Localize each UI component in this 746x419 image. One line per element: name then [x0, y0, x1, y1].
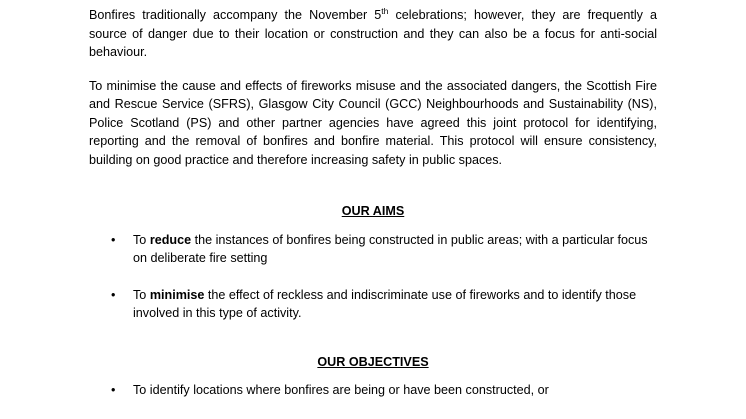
list-item — [89, 231, 657, 268]
list-our-aims — [89, 231, 657, 323]
ordinal-suffix: th — [381, 5, 389, 16]
heading-spacer — [89, 221, 657, 231]
list-item — [89, 381, 657, 400]
bullet-icon: • — [111, 287, 116, 302]
list-item — [89, 286, 657, 323]
section-spacer — [89, 323, 657, 353]
bullet-icon: • — [111, 232, 116, 247]
list-item-segment: the instances of bonfires being constructed in public areas; with a particular focus on deliberate fire setting — [133, 232, 648, 265]
bullet-icon: • — [111, 383, 116, 397]
paragraph-intro-bonfires — [89, 6, 657, 62]
heading-our-objectives: OUR OBJECTIVES — [317, 354, 429, 369]
list-item-emphasis: minimise — [149, 287, 205, 302]
document-body — [89, 6, 657, 400]
heading-our-aims: OUR AIMS — [341, 204, 405, 218]
paragraph-protocol-agreement — [89, 77, 657, 170]
list-item-segment: the effect of reckless and indiscriminate use of fireworks and to identify those involved in this type of activity. — [133, 287, 637, 320]
paragraph-segment: To minimise the cause and effects of fireworks misuse and the associated dangers, the Scottish Fire and Rescue Service (SFRS), Glasgow City Council (GCC) Neighbourhoods and Sustainability (NS), Police Scotland (PS) and other partner agencies have agreed this joint protocol for identifying, reporting and the removal of bonfires and bonfire material. This protocol will ensure consistency, building on good practice and therefore increasing safety in public spaces. — [89, 78, 657, 167]
list-item-segment: To — [133, 287, 150, 302]
list-our-objectives — [89, 381, 657, 400]
list-item-segment: To — [133, 232, 150, 247]
section-spacer — [89, 184, 657, 202]
paragraph-segment: celebrations; however, they are frequently a source of danger due to their location or construction and they can also be a focus for anti-social behaviour. — [89, 8, 657, 59]
list-item-emphasis: reduce — [149, 232, 192, 247]
list-item-segment: To identify locations where bonfires are being or have been constructed, or — [133, 383, 549, 397]
heading-spacer — [89, 371, 657, 381]
paragraph-segment: Bonfires traditionally accompany the November 5 — [89, 8, 382, 22]
